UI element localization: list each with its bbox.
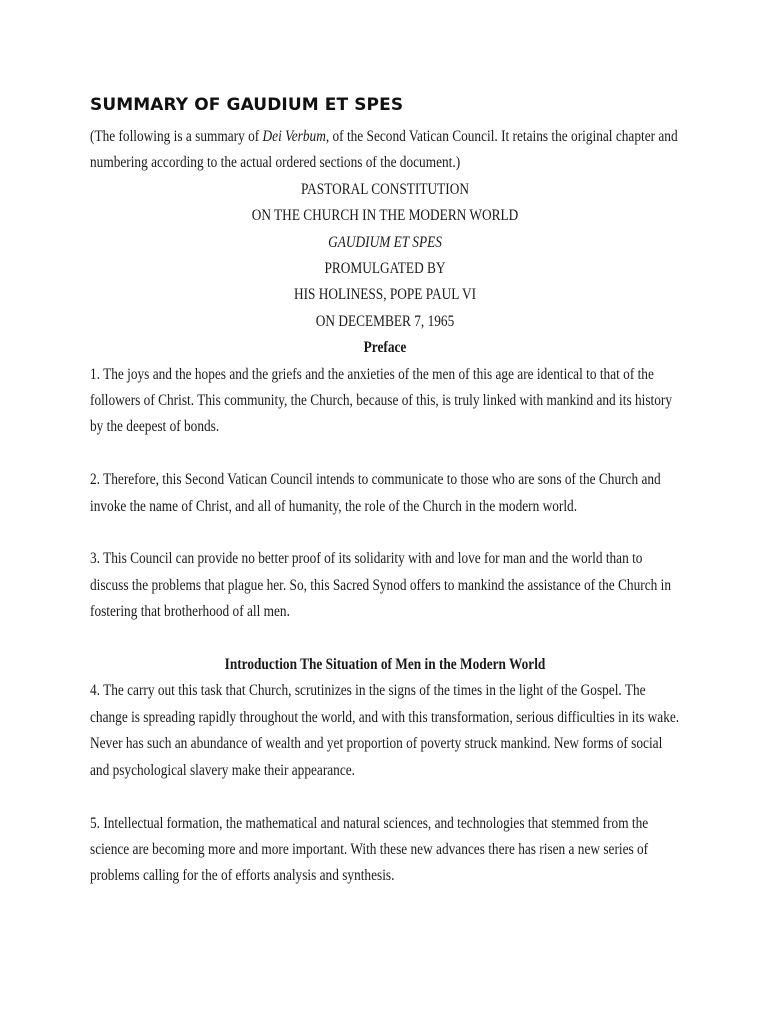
intro-note <box>90 124 682 177</box>
paragraph-gap <box>90 784 690 810</box>
intro-note-before: (The following is a summary of <box>90 128 263 145</box>
document-title: SUMMARY OF GAUDIUM ET SPES <box>90 95 404 115</box>
paragraph-gap <box>90 441 690 467</box>
introduction-heading-block <box>90 652 680 678</box>
paragraph-gap <box>90 626 690 652</box>
heading-line-3: GAUDIUM ET SPES <box>328 233 442 251</box>
heading-line-6: ON DECEMBER 7, 1965 <box>315 312 455 330</box>
intro-paragraph-4: 4. The carry out this task that Church, scrutinizes in the signs of the times in the light of the Gospel. The change is spreading rapidly throughout the world, and with this transformation, serious difficulties in its wake. Never has such an abundance of wealth and yet proportion of poverty struck mankind. New forms of social and psychological slavery make their appearance. <box>90 682 680 779</box>
constitution-heading <box>90 177 680 362</box>
intro-note-after: , of the Second Vatican Council. It retains the original chapter and numbering according to the actual ordered sections of the document.) <box>90 128 678 172</box>
intro-note-italic: Dei Verbum <box>262 128 326 145</box>
heading-line-1: PASTORAL CONSTITUTION <box>300 180 469 198</box>
introduction-heading: Introduction The Situation of Men in the Modern World <box>224 656 546 674</box>
preface-paragraph-1: 1. The joys and the hopes and the griefs and the anxieties of the men of this age are identical to that of the followers of Christ. This community, the Church, because of this, is truly linked with mankind and its history by the deepest of bonds. <box>90 365 673 436</box>
heading-line-4: PROMULGATED BY <box>324 260 446 278</box>
heading-line-5: HIS HOLINESS, POPE PAUL VI <box>293 286 477 304</box>
heading-line-2: ON THE CHURCH IN THE MODERN WORLD <box>251 207 519 225</box>
preface-paragraph-2: 2. Therefore, this Second Vatican Council intends to communicate to those who are sons of the Church and invoke the name of Christ, and all of humanity, the role of the Church in the modern world. <box>90 471 661 515</box>
document-page <box>90 94 690 890</box>
intro-paragraph-5: 5. Intellectual formation, the mathematical and natural sciences, and technologies that stemmed from the science are becoming more and more important. With these new advances there has risen a new series of problems calling for the of efforts analysis and synthesis. <box>90 814 649 885</box>
preface-heading: Preface <box>363 339 407 357</box>
preface-paragraph-3: 3. This Council can provide no better proof of its solidarity with and love for man and the world than to discuss the problems that plague her. So, this Sacred Synod offers to mankind the assistance of the Church in fostering that brotherhood of all men. <box>90 550 671 621</box>
paragraph-gap <box>90 520 690 546</box>
